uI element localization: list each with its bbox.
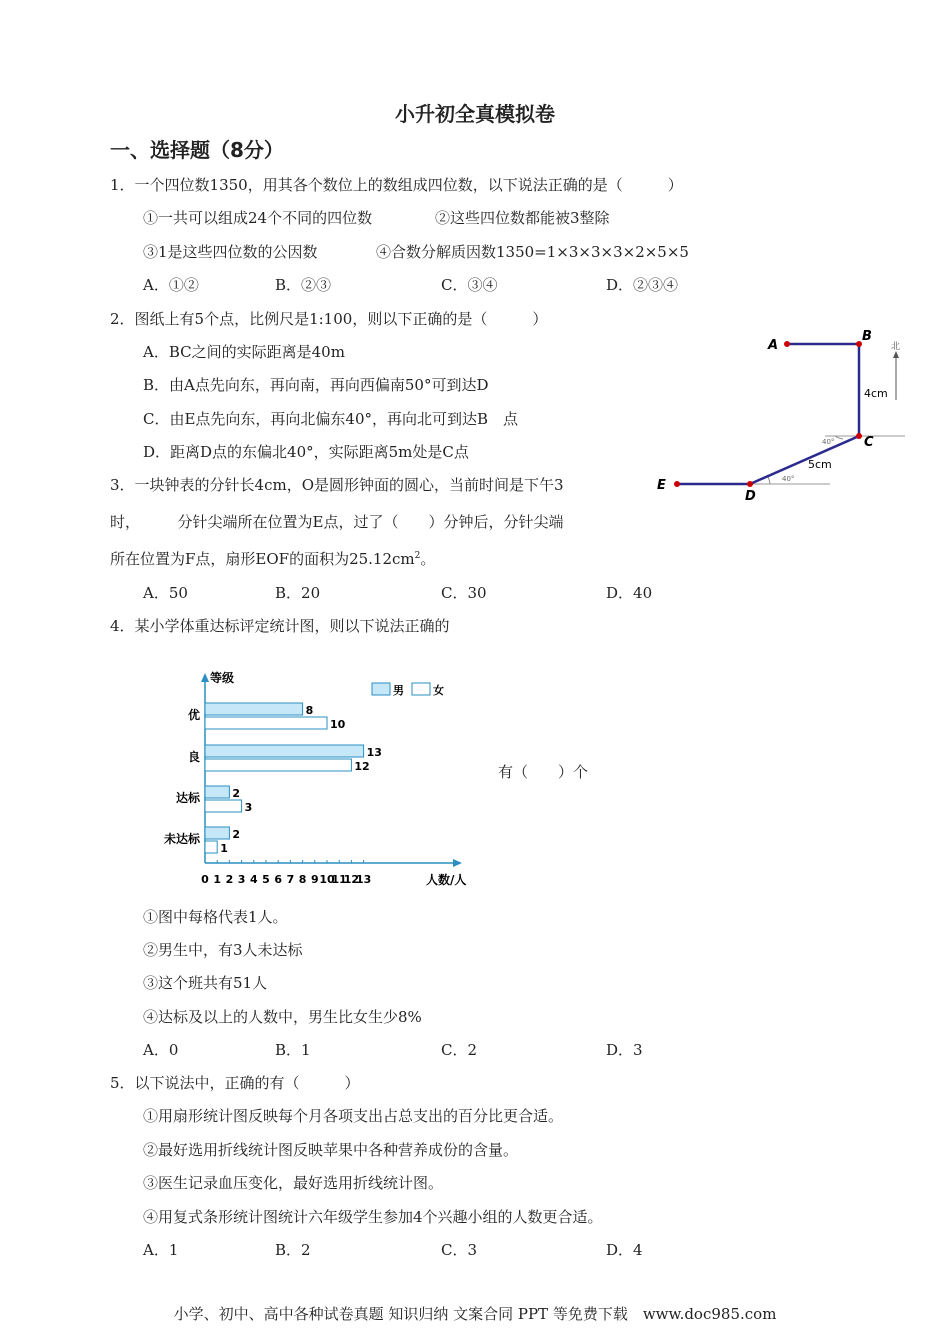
q1-option-d[interactable]: D．②③④ <box>606 276 679 294</box>
q4-statement-1: ①图中每格代表1人。 <box>143 908 288 926</box>
q1-statement-4: ④合数分解质因数1350=1×3×3×3×2×5×5 <box>376 243 689 261</box>
q1-statement-2: ②这些四位数都能被3整除 <box>435 209 610 227</box>
north-arrow <box>891 340 900 400</box>
question-2-stem: 2．图纸上有5个点，比例尺是1:100，则以下正确的是（ ） <box>110 310 548 328</box>
q5-statement-1: ①用扇形统计图反映每个月各项支出占总支出的百分比更合适。 <box>143 1107 564 1125</box>
x-tick-label: 8 <box>298 873 307 886</box>
data-label: 1 <box>220 842 228 855</box>
x-axis-label: 人数/人 <box>426 873 467 887</box>
data-label: 10 <box>330 718 346 731</box>
bar-girl <box>205 759 351 771</box>
q3-option-a[interactable]: A．50 <box>143 584 188 602</box>
data-label: 3 <box>244 801 253 814</box>
q4-statement-3: ③这个班共有51人 <box>143 974 268 992</box>
legend-swatch-boy <box>372 683 390 695</box>
x-tick-label: 3 <box>237 873 246 886</box>
q5-option-a[interactable]: A．1 <box>143 1241 179 1259</box>
footer: 小学、初中、高中各种试卷真题 知识归纳 文案合同 PPT 等免费下载 www.doc985.com <box>173 1305 777 1323</box>
q5-option-b[interactable]: B．2 <box>275 1241 311 1259</box>
x-tick-label: 7 <box>286 873 295 886</box>
x-tick-label: 9 <box>310 873 319 886</box>
q1-option-a[interactable]: A．①② <box>143 276 199 294</box>
q1-option-c[interactable]: C．③④ <box>441 276 498 294</box>
q3-option-c[interactable]: C．30 <box>441 584 487 602</box>
question-3-line-2: 时， 分针尖端所在位置为E点，过了（ ）分钟后，分针尖端 <box>110 513 564 531</box>
question-5-stem: 5．以下说法中，正确的有（ ） <box>110 1074 360 1092</box>
data-label: 2 <box>232 787 241 800</box>
q5-option-c[interactable]: C．3 <box>441 1241 478 1259</box>
q2-option-b[interactable]: B．由A点先向东，再向南，再向西偏南50°可到达D <box>143 376 489 394</box>
x-tick-label: 1 <box>213 873 222 886</box>
q5-statement-4: ④用复式条形统计图统计六年级学生参加4个兴趣小组的人数更合适。 <box>143 1208 603 1226</box>
q4-statement-2: ②男生中，有3人未达标 <box>143 941 303 959</box>
svg-text:北: 北 <box>891 342 901 352</box>
q3-option-d[interactable]: D．40 <box>606 584 653 602</box>
x-tick-label: 5 <box>262 873 270 886</box>
bar-girl <box>205 800 242 812</box>
q1-option-b[interactable]: B．②③ <box>275 276 332 294</box>
x-axis-arrow <box>453 859 462 867</box>
point-d-label: D <box>745 489 756 504</box>
q4-statement-4: ④达标及以上的人数中，男生比女生少8% <box>143 1008 422 1026</box>
point-a-label: A <box>768 338 779 353</box>
q5-statement-2: ②最好选用折线统计图反映苹果中各种营养成份的含量。 <box>143 1141 519 1159</box>
x-tick-label: 11 <box>331 873 347 886</box>
category-label: 优 <box>187 708 200 722</box>
q4-option-d[interactable]: D．3 <box>606 1041 643 1059</box>
y-axis-label: 等级 <box>210 671 235 685</box>
bar-boy <box>205 745 364 757</box>
weight-bar-chart <box>150 660 480 895</box>
question-4-side-text: 有（ ）个 <box>498 763 589 781</box>
x-tick-label: 0 <box>201 873 209 886</box>
q2-option-d[interactable]: D．距离D点的东偏北40°，实际距离5m处是C点 <box>143 443 469 461</box>
point-b-label: B <box>862 329 872 344</box>
data-label: 13 <box>366 746 382 759</box>
question-3-line-3: 所在位置为F点，扇形EOF的面积为$25.12cm^2$。 <box>110 550 436 568</box>
legend-swatch-girl <box>412 683 430 695</box>
page-title: 小升初全真模拟卷 <box>395 102 555 126</box>
y-axis-arrow <box>201 673 209 682</box>
data-label: 8 <box>305 704 314 717</box>
bar-boy <box>205 786 229 798</box>
category-label: 良 <box>187 750 200 764</box>
x-tick-label: 13 <box>355 873 372 886</box>
x-tick-label: 12 <box>343 873 360 886</box>
q2-option-c[interactable]: C．由E点先向东，再向北偏东40°，再向北可到达B 点 <box>143 410 519 428</box>
route-figure <box>650 325 920 505</box>
q1-statement-1: ①一共可以组成24个不同的四位数 <box>143 209 373 227</box>
data-label: 2 <box>232 828 241 841</box>
legend-label-girl: 女 <box>433 684 444 697</box>
angle-c-label: 40° <box>822 438 835 446</box>
q5-option-d[interactable]: D．4 <box>606 1241 643 1259</box>
q1-statement-3: ③1是这些四位数的公因数 <box>143 243 318 261</box>
category-label: 未达标 <box>163 832 200 846</box>
point-e-label: E <box>657 478 666 493</box>
x-tick-label: 10 <box>319 873 335 886</box>
question-1-stem: 1．一个四位数1350，用其各个数位上的数组成四位数，以下说法正确的是（ ） <box>110 176 683 194</box>
bar-girl <box>205 717 327 729</box>
angle-d-label: 40° <box>782 475 795 483</box>
bar-boy <box>205 703 303 715</box>
q5-statement-3: ③医生记录血压变化，最好选用折线统计图。 <box>143 1174 444 1192</box>
q4-option-c[interactable]: C．2 <box>441 1041 478 1059</box>
section-heading: 一、选择题（8分） <box>110 138 284 162</box>
x-tick-label: 4 <box>249 873 258 886</box>
legend-label-boy: 男 <box>393 684 404 697</box>
bar-boy <box>205 827 229 839</box>
x-tick-label: 2 <box>225 873 234 886</box>
q4-option-b[interactable]: B．1 <box>275 1041 311 1059</box>
x-tick-label: 6 <box>274 873 283 886</box>
question-4-stem: 4．某小学体重达标评定统计图，则以下说法正确的 <box>110 617 450 635</box>
q2-option-a[interactable]: A．BC之间的实际距离是40m <box>143 343 345 361</box>
cd-length: 5cm <box>808 458 832 471</box>
data-label: 12 <box>354 760 370 773</box>
q4-option-a[interactable]: A．0 <box>143 1041 179 1059</box>
point-c-label: C <box>864 435 874 450</box>
category-label: 达标 <box>175 791 200 805</box>
q3-option-b[interactable]: B．20 <box>275 584 321 602</box>
bc-length: 4cm <box>864 387 888 400</box>
bar-girl <box>205 841 217 853</box>
question-3-line-1: 3．一块钟表的分针长4cm，O是圆形钟面的圆心，当前时间是下午3 <box>110 476 564 494</box>
